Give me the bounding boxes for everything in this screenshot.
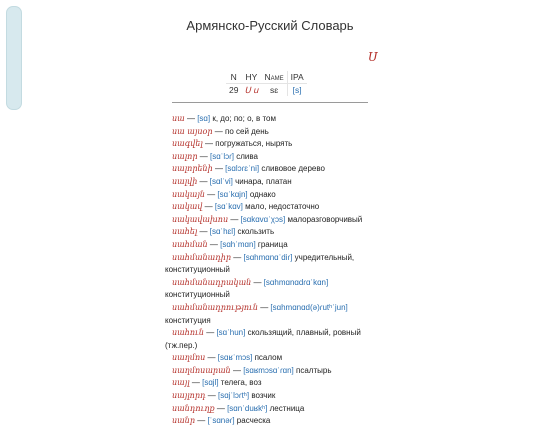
entry-item: սալոր — [sɑˈlɔɾ] слива: [172, 151, 258, 161]
divider: [172, 102, 368, 103]
letter-info-table: [226, 71, 307, 96]
entry-ipa: [sɑkɑvɑˈχɔs]: [240, 214, 286, 224]
page-title: Армянско-Русский Словарь: [186, 18, 354, 33]
entry-definition: сливовое дерево: [261, 164, 325, 174]
entry-ipa: [sɑˈhɛl]: [209, 227, 236, 237]
entry-headword[interactable]: սահման: [172, 239, 208, 249]
entry-headword[interactable]: սալոր: [172, 151, 198, 161]
entry-item: սակավախոս — [sɑkɑvɑˈχɔs] малоразговорчивый: [172, 214, 363, 224]
entry-item: սաղմոս — [sɑʁˈmɔs] псалом: [172, 353, 283, 363]
entry-list: [165, 113, 380, 428]
entry-definition: слива: [236, 151, 258, 161]
entry-item: սահմանադիր — [sɑhmɑnɑˈdiɾ] учредительный, конституционный: [165, 252, 355, 275]
entry-headword[interactable]: սանդուղք: [172, 403, 215, 413]
entry-item: սայլորդ — [sɑjˈlɔɾtʰ] возчик: [172, 391, 276, 401]
entry-ipa: [sɑʁmɔsɑˈɾɑn]: [243, 365, 294, 375]
entry-definition: конституция: [165, 315, 211, 325]
entry-ipa: [ˈsɑnəɾ]: [207, 416, 235, 426]
cell-ipa: [s]: [287, 84, 307, 97]
entry-item: սագվել — погружаться, нырять: [172, 139, 293, 149]
entry-ipa: [sɑhmɑnɑˈdiɾ]: [243, 252, 293, 262]
entry-item: սահմանադրություն — [sɑhmɑnɑd(ə)ɾutʰˈjun] конституция: [165, 302, 348, 325]
entry-item: սահման — [sɑhˈmɑn] граница: [172, 239, 288, 249]
entry-definition: лестница: [269, 403, 305, 413]
entry-ipa: [sɑjl]: [202, 378, 219, 388]
entry-ipa: [sɑjˈlɔɾtʰ]: [218, 391, 250, 401]
cell-hy: Ս ս: [241, 84, 261, 97]
entry-headword[interactable]: սայլ: [172, 378, 190, 388]
entry-item: սակավ — [sɑˈkɑv] мало, недостаточно: [172, 202, 320, 212]
entry-definition: однако: [249, 189, 276, 199]
entry-definition: скользить: [237, 227, 275, 237]
entry-definition: по сей день: [224, 126, 269, 136]
entry-ipa: [sɑˈkɑjn]: [217, 189, 248, 199]
entry-definition: псалтырь: [296, 365, 332, 375]
entry-item: սահուն — [sɑˈhun] скользящий, плавный, ровный (тж.пер.): [165, 328, 361, 350]
entry-ipa: [sɑnˈduʁkʰ]: [227, 403, 268, 413]
entry-headword[interactable]: սա այսօր: [172, 126, 213, 136]
entry-headword[interactable]: սա: [172, 114, 185, 123]
entry-definition: к, до; по; о, в том: [212, 114, 276, 123]
entry-headword[interactable]: սանր: [172, 416, 195, 426]
entry-definition: граница: [257, 239, 288, 249]
entry-headword[interactable]: սահուն: [172, 328, 204, 338]
entry-definition: мало, недостаточно: [245, 202, 320, 212]
header-ipa: IPA: [287, 71, 307, 84]
entry-headword[interactable]: սակայն: [172, 189, 205, 199]
entry-definition: учредительный, конституционный: [165, 252, 355, 275]
entry-ipa: [sɑˈkɑv]: [214, 202, 243, 212]
entry-item: սալվի — [sɑlˈvi] чинара, платан: [172, 176, 292, 186]
entry-item: սահել — [sɑˈhɛl] скользить: [172, 227, 275, 237]
entry-definition: малоразговорчивый: [287, 214, 363, 224]
entry-headword[interactable]: սահմանադիր: [172, 252, 232, 262]
entry-ipa: [sɑˈlɔɾ]: [209, 151, 234, 161]
entry-item: սաղմոսարան — [sɑʁmɔsɑˈɾɑn] псалтырь: [172, 365, 332, 375]
entry-headword[interactable]: սագվել: [172, 139, 203, 149]
entry-headword[interactable]: սաղմոս: [172, 353, 206, 363]
header-hy: HY: [245, 72, 258, 82]
entry-headword[interactable]: սայլորդ: [172, 391, 206, 401]
entry-item: սայլ — [sɑjl] телега, воз: [172, 378, 262, 388]
letter-heading: Ս: [368, 50, 378, 64]
entry-item: սահմանադրական — [sɑhmɑnɑdɾɑˈkɑn] конституционный: [165, 277, 329, 300]
entry-definition: телега, воз: [220, 378, 262, 388]
entry-headword[interactable]: սակավ: [172, 202, 203, 212]
entry-ipa: [sɑhˈmɑn]: [220, 239, 256, 249]
entry-definition: расческа: [236, 416, 271, 426]
entry-item: սակայն — [sɑˈkɑjn] однако: [172, 189, 276, 199]
entry-headword[interactable]: սաղմոսարան: [172, 365, 231, 375]
entry-ipa: [sɑlˈvi]: [209, 176, 233, 186]
entry-ipa: [sɑhmɑnɑdɾɑˈkɑn]: [263, 277, 329, 287]
entry-definition: возчик: [251, 391, 276, 401]
entry-item: սանր — [ˈsɑnəɾ] расческа: [172, 416, 271, 426]
entry-definition: чинара, платан: [235, 176, 292, 186]
cell-name: sɛ: [261, 84, 287, 97]
entry-item: սա — [sɑ] к, до; по; о, в том: [172, 114, 276, 123]
entry-definition: погружаться, нырять: [215, 139, 293, 149]
entry-item: սա այսօր — по сей день: [172, 126, 269, 136]
entry-ipa: [sɑ]: [197, 114, 211, 123]
entry-headword[interactable]: սակավախոս: [172, 214, 229, 224]
entry-headword[interactable]: սահմանադրություն: [172, 302, 258, 312]
cell-n: 29: [226, 84, 241, 97]
entry-definition: скользящий, плавный, ровный (тж.пер.): [165, 328, 361, 350]
header-n: N: [230, 72, 237, 82]
entry-ipa: [sɑhmɑnɑd(ə)ɾutʰˈjun]: [270, 302, 348, 312]
entry-ipa: [sɑʁˈmɔs]: [217, 353, 253, 363]
entry-definition: псалом: [254, 353, 283, 363]
entry-headword[interactable]: սահմանադրական: [172, 277, 252, 287]
entry-headword[interactable]: սահել: [172, 227, 198, 237]
entry-ipa: [sɑlɔɾɛˈni]: [225, 164, 260, 174]
entry-headword[interactable]: սալվի: [172, 176, 198, 186]
entry-item: սանդուղք — [sɑnˈduʁkʰ] лестница: [172, 403, 305, 413]
entry-headword[interactable]: սալորենի: [172, 164, 213, 174]
entry-item: սալորենի — [sɑlɔɾɛˈni] сливовое дерево: [172, 164, 325, 174]
entry-ipa: [sɑˈhun]: [216, 328, 246, 338]
entry-definition: конституционный: [165, 290, 230, 300]
header-name: Name: [264, 72, 284, 82]
